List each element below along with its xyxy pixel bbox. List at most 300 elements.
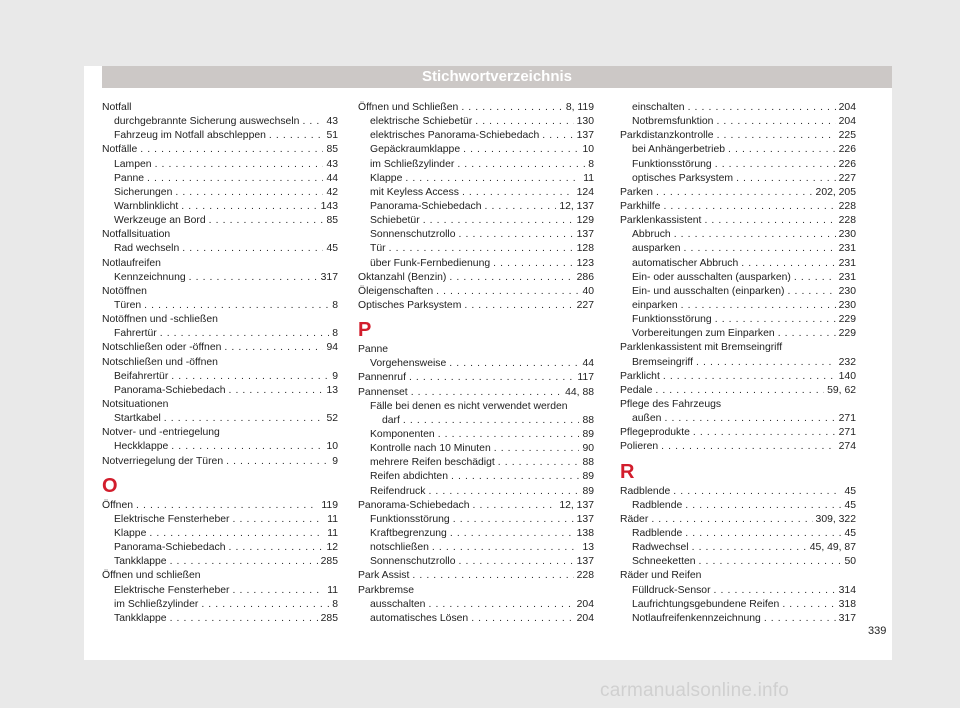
entry-page-ref: 45	[844, 499, 856, 511]
entry-term: Sonnenschutzrollo	[370, 556, 456, 568]
entry-page-ref: 117	[577, 372, 594, 384]
dot-leader	[663, 200, 835, 214]
entry-term: Laufrichtungsgebundene Reifen	[632, 598, 780, 610]
watermark-text: carmanualsonline.info	[600, 680, 790, 701]
dot-leader	[175, 186, 323, 200]
entry-page-ref: 89	[582, 428, 594, 440]
entry-page-ref: 13	[326, 384, 338, 396]
entry-term: Bremseingriff	[632, 356, 694, 368]
index-subentry	[620, 228, 856, 242]
index-subentry	[358, 527, 594, 541]
index-entry	[102, 426, 338, 440]
dot-leader	[412, 569, 573, 583]
entry-page-ref: 43	[326, 116, 338, 128]
dot-leader	[778, 327, 836, 341]
index-subentry	[358, 242, 594, 256]
dot-leader	[269, 129, 324, 143]
dot-leader	[673, 485, 841, 499]
entry-page-ref: 204	[838, 102, 856, 113]
entry-term: Notschließen oder -öffnen	[102, 342, 222, 354]
entry-term: Elektrische Fensterheber	[114, 513, 230, 525]
entry-page-ref: 228	[838, 215, 856, 227]
dot-leader	[664, 412, 835, 426]
index-entry	[620, 341, 856, 355]
dot-leader	[693, 426, 836, 440]
index-subentry	[358, 442, 594, 456]
entry-term: Parkdistanzkontrolle	[620, 130, 714, 142]
index-entry	[620, 370, 856, 384]
entry-term: Klappe	[114, 527, 147, 539]
dot-leader	[436, 285, 579, 299]
dot-leader	[451, 470, 579, 484]
index-subentry	[358, 541, 594, 555]
entry-term: Parkbremse	[358, 584, 415, 596]
dot-leader	[656, 186, 813, 200]
index-entry	[358, 101, 594, 115]
dot-leader	[717, 129, 836, 143]
entry-term: Sicherungen	[114, 186, 173, 198]
entry-page-ref: 143	[320, 200, 338, 212]
index-subentry	[620, 412, 856, 426]
dot-leader	[681, 299, 836, 313]
entry-page-ref: 59, 62	[827, 384, 856, 396]
entry-term: Notfallsituation	[102, 229, 171, 241]
entry-page-ref: 314	[838, 584, 856, 596]
index-subentry	[102, 541, 338, 555]
entry-term: Pannenset	[358, 386, 408, 398]
index-entry	[102, 257, 338, 271]
entry-page-ref: 8	[588, 158, 594, 170]
entry-term: Komponenten	[370, 428, 435, 440]
entry-term: Warnblinklicht	[114, 200, 179, 212]
index-subentry	[358, 470, 594, 484]
entry-page-ref: 11	[327, 513, 338, 525]
entry-page-ref: 88	[582, 414, 594, 426]
entry-term: Notlaufreifen	[102, 257, 161, 269]
entry-term: Kraftbegrenzung	[370, 527, 447, 539]
entry-term: elektrische Schiebetür	[370, 116, 473, 128]
entry-term: Öffnen und Schließen	[358, 102, 459, 113]
index-entry	[358, 271, 594, 285]
entry-term: Notsituationen	[102, 398, 169, 410]
entry-page-ref: 231	[838, 271, 856, 283]
entry-term: Gepäckraumklappe	[370, 144, 461, 156]
index-subentry	[358, 555, 594, 569]
dot-leader	[685, 499, 841, 513]
entry-term: Rad wechseln	[114, 243, 180, 255]
entry-term: elektrisches Panorama-Schiebedach	[370, 130, 540, 142]
index-subentry	[358, 456, 594, 470]
dot-leader	[692, 541, 807, 555]
entry-page-ref: 8, 119	[565, 102, 594, 113]
dot-leader	[661, 440, 836, 454]
dot-leader	[228, 384, 323, 398]
entry-term: Werkzeuge an Bord	[114, 215, 206, 227]
index-subentry	[102, 115, 338, 129]
entry-page-ref: 8	[332, 598, 338, 610]
section-letter: R	[620, 460, 635, 483]
entry-term: Oktanzahl (Benzin)	[358, 271, 447, 283]
entry-term: Notöffnen und -schließen	[102, 314, 218, 326]
index-subentry	[358, 612, 594, 626]
entry-page-ref: 89	[582, 485, 594, 497]
entry-page-ref: 9	[332, 455, 338, 467]
entry-term: Pflege des Fahrzeugs	[620, 398, 722, 410]
index-entry	[620, 440, 856, 454]
entry-term: Tankklappe	[114, 612, 167, 624]
entry-term: einschalten	[632, 102, 685, 113]
dot-leader	[170, 612, 318, 626]
dot-leader	[428, 598, 573, 612]
entry-page-ref: 271	[838, 427, 856, 439]
dot-leader	[449, 357, 579, 371]
dot-leader	[764, 612, 836, 626]
index-subentry	[358, 129, 594, 143]
index-entry	[102, 313, 338, 327]
entry-term: Radwechsel	[632, 542, 689, 554]
dot-leader	[201, 598, 329, 612]
entry-term: Tankklappe	[114, 556, 167, 568]
index-subentry	[102, 513, 338, 527]
entry-page-ref: 204	[576, 598, 594, 610]
entry-term: Öffnen	[102, 499, 134, 511]
page-number: 339	[868, 625, 887, 637]
dot-leader	[655, 384, 824, 398]
dot-leader	[140, 143, 323, 157]
entry-page-ref: 45	[844, 485, 856, 497]
entry-page-ref: 140	[838, 370, 856, 382]
index-subentry	[620, 242, 856, 256]
section-letter: P	[358, 319, 372, 342]
entry-page-ref: 85	[326, 144, 338, 156]
dot-leader	[228, 541, 323, 555]
entry-page-ref: 202, 205	[815, 186, 856, 198]
index-entry	[620, 513, 856, 527]
entry-term: Optisches Parksystem	[358, 299, 462, 311]
index-entry	[102, 356, 338, 370]
index-entry	[102, 455, 338, 469]
entry-term: Pedale	[620, 384, 653, 396]
index-entry	[620, 129, 856, 143]
dot-leader	[715, 313, 836, 327]
dot-leader	[428, 485, 579, 499]
entry-term: Radblende	[620, 485, 671, 497]
index-subentry	[102, 527, 338, 541]
entry-term: über Funk-Fernbedienung	[370, 257, 491, 269]
entry-page-ref: 274	[838, 441, 856, 453]
index-entry	[358, 299, 594, 313]
entry-term: Pflegeprodukte	[620, 427, 690, 439]
index-subentry	[620, 541, 856, 555]
entry-page-ref: 229	[838, 328, 856, 340]
index-entry	[620, 200, 856, 214]
entry-term: Fahrzeug im Notfall abschleppen	[114, 130, 266, 142]
entry-term: Notfall	[102, 102, 132, 113]
entry-term: Notöffnen	[102, 285, 147, 297]
index-subentry	[358, 200, 594, 214]
index-subentry	[620, 612, 856, 626]
entry-page-ref: 12, 137	[559, 499, 594, 511]
index-subentry	[620, 158, 856, 172]
index-entry	[620, 186, 856, 200]
index-entry	[620, 426, 856, 440]
index-subentry	[620, 285, 856, 299]
index-subentry	[620, 299, 856, 313]
index-entry	[358, 499, 594, 513]
dot-leader	[736, 172, 836, 186]
dot-leader	[475, 115, 573, 129]
entry-term: bei Anhängerbetrieb	[632, 144, 726, 156]
index-subentry	[358, 143, 594, 157]
index-subentry	[358, 172, 594, 186]
dot-leader	[714, 584, 836, 598]
dot-leader	[498, 456, 580, 470]
entry-page-ref: 45	[844, 527, 856, 539]
index-subentry	[102, 370, 338, 384]
entry-term: Reifendruck	[370, 485, 426, 497]
entry-page-ref: 119	[321, 499, 338, 511]
entry-term: Funktionsstörung	[370, 513, 450, 525]
index-entry	[620, 214, 856, 228]
entry-page-ref: 137	[576, 229, 594, 241]
entry-term: Panorama-Schiebedach	[358, 499, 470, 511]
entry-page-ref: 94	[326, 342, 338, 354]
dot-leader	[494, 442, 580, 456]
dot-leader	[453, 513, 574, 527]
entry-page-ref: 51	[326, 130, 338, 142]
index-subentry	[620, 598, 856, 612]
dot-leader	[209, 214, 324, 228]
dot-leader	[484, 200, 556, 214]
entry-term: Startkabel	[114, 413, 161, 425]
dot-leader	[450, 527, 574, 541]
index-subentry	[102, 129, 338, 143]
entry-term: Notbremsfunktion	[632, 116, 714, 128]
entry-term: Schiebetür	[370, 215, 420, 227]
index-subentry	[102, 186, 338, 200]
dot-leader	[170, 555, 318, 569]
entry-term: Parklicht	[620, 370, 660, 382]
index-subentry	[102, 440, 338, 454]
dot-leader	[794, 271, 836, 285]
entry-page-ref: 226	[838, 158, 856, 170]
dot-leader	[160, 327, 329, 341]
index-subentry	[620, 313, 856, 327]
entry-term: Radblende	[632, 527, 683, 539]
entry-term: Räder und Reifen	[620, 570, 702, 582]
index-entry	[102, 341, 338, 355]
index-subentry	[358, 115, 594, 129]
dot-leader	[651, 513, 812, 527]
index-subentry	[620, 257, 856, 271]
dot-leader	[226, 455, 329, 469]
dot-leader	[171, 370, 329, 384]
dot-leader	[302, 115, 323, 129]
dot-leader	[233, 513, 325, 527]
index-subentry	[102, 384, 338, 398]
dot-leader	[423, 214, 574, 228]
entry-term: Notlaufreifenkennzeichnung	[632, 612, 761, 624]
entry-page-ref: 11	[327, 527, 338, 539]
entry-term: durchgebrannte Sicherung auswechseln	[114, 116, 300, 128]
dot-leader	[403, 414, 580, 428]
entry-page-ref: 228	[838, 200, 856, 212]
index-entry	[102, 499, 338, 513]
entry-term: automatisches Lösen	[370, 612, 469, 624]
index-subentry	[102, 327, 338, 341]
entry-page-ref: 89	[582, 471, 594, 483]
entry-term: Panorama-Schiebedach	[114, 542, 226, 554]
entry-page-ref: 12, 137	[559, 200, 594, 212]
index-column-1	[102, 101, 338, 626]
entry-term: Abbruch	[632, 229, 671, 241]
section-letter: O	[102, 474, 118, 497]
entry-page-ref: 317	[838, 612, 856, 624]
index-subentry	[102, 271, 338, 285]
entry-page-ref: 230	[838, 229, 856, 241]
entry-term: im Schließzylinder	[114, 598, 199, 610]
entry-page-ref: 9	[332, 370, 338, 382]
dot-leader	[224, 341, 323, 355]
index-subentry	[358, 513, 594, 527]
index-entry	[102, 285, 338, 299]
entry-term: Türen	[114, 299, 142, 311]
dot-leader	[461, 101, 563, 115]
entry-term: Kontrolle nach 10 Minuten	[370, 443, 491, 455]
index-subentry	[102, 299, 338, 313]
entry-page-ref: 10	[326, 441, 338, 453]
entry-page-ref: 128	[576, 243, 594, 255]
entry-page-ref: 50	[844, 556, 856, 568]
dot-leader	[409, 371, 574, 385]
index-subentry	[358, 428, 594, 442]
entry-page-ref: 138	[576, 527, 594, 539]
entry-term: Öffnen und schließen	[102, 570, 201, 582]
index-subentry	[620, 356, 856, 370]
entry-page-ref: 124	[576, 186, 594, 198]
dot-leader	[704, 214, 835, 228]
dot-leader	[716, 115, 835, 129]
entry-page-ref: 228	[576, 570, 594, 582]
entry-term: Panne	[358, 344, 389, 356]
index-subentry	[620, 143, 856, 157]
entry-page-ref: 204	[576, 612, 594, 624]
entry-term: Vorgehensweise	[370, 358, 447, 370]
dot-leader	[233, 584, 325, 598]
index-subentry	[620, 101, 856, 115]
entry-page-ref: 123	[576, 257, 594, 269]
index-subentry	[358, 400, 594, 414]
entry-term: Lampen	[114, 158, 152, 170]
entry-page-ref: 226	[838, 144, 856, 156]
entry-page-ref: 286	[576, 271, 594, 283]
dot-leader	[136, 499, 318, 513]
dot-leader	[663, 370, 836, 384]
entry-term: Parklenkassistent	[620, 215, 702, 227]
page-header-title: Stichwortverzeichnis	[102, 66, 892, 88]
entry-page-ref: 137	[576, 130, 594, 142]
entry-term: optisches Parksystem	[632, 172, 734, 184]
index-subentry	[102, 612, 338, 626]
dot-leader	[171, 440, 323, 454]
index-entry	[358, 371, 594, 385]
entry-term: Funktionsstörung	[632, 314, 712, 326]
entry-page-ref: 129	[576, 215, 594, 227]
entry-term: Sonnenschutzrollo	[370, 229, 456, 241]
dot-leader	[674, 228, 836, 242]
entry-page-ref: 85	[326, 215, 338, 227]
dot-leader	[782, 598, 835, 612]
dot-leader	[462, 186, 574, 200]
index-subentry	[102, 200, 338, 214]
entry-term: Notverriegelung der Türen	[102, 455, 224, 467]
entry-term: Öleigenschaften	[358, 285, 434, 297]
dot-leader	[144, 299, 329, 313]
index-entry	[620, 569, 856, 583]
dot-leader	[155, 158, 324, 172]
entry-page-ref: 230	[838, 299, 856, 311]
entry-page-ref: 44	[326, 172, 338, 184]
dot-leader	[149, 527, 324, 541]
dot-leader	[699, 555, 842, 569]
entry-page-ref: 285	[320, 556, 338, 568]
index-column-2	[358, 101, 594, 626]
index-entry	[620, 398, 856, 412]
entry-term: Fahrertür	[114, 328, 157, 340]
dot-leader	[464, 299, 573, 313]
entry-page-ref: 44, 88	[565, 386, 594, 398]
dot-leader	[542, 129, 573, 143]
entry-term: Fülldruck-Sensor	[632, 584, 711, 596]
index-subentry	[102, 584, 338, 598]
entry-term: Beifahrertür	[114, 370, 169, 382]
index-subentry	[620, 499, 856, 513]
index-subentry	[358, 414, 594, 428]
entry-term: Panorama-Schiebedach	[370, 200, 482, 212]
entry-page-ref: 45	[326, 243, 338, 255]
dot-leader	[463, 143, 579, 157]
dot-leader	[432, 541, 580, 555]
entry-page-ref: 8	[332, 299, 338, 311]
entry-page-ref: 44	[582, 358, 594, 370]
entry-page-ref: 43	[326, 158, 338, 170]
entry-page-ref: 12	[326, 542, 338, 554]
index-subentry	[102, 172, 338, 186]
entry-term: notschließen	[370, 542, 429, 554]
dot-leader	[685, 527, 841, 541]
index-entry	[102, 228, 338, 242]
entry-page-ref: 230	[838, 285, 856, 297]
entry-page-ref: 317	[320, 271, 338, 283]
index-subentry	[620, 271, 856, 285]
entry-page-ref: 285	[320, 612, 338, 624]
dot-leader	[405, 172, 580, 186]
dot-leader	[788, 285, 836, 299]
entry-term: Ein- und ausschalten (einparken)	[632, 285, 785, 297]
dot-leader	[449, 271, 573, 285]
index-subentry	[358, 598, 594, 612]
entry-term: Vorbereitungen zum Einparken	[632, 328, 775, 340]
index-subentry	[358, 357, 594, 371]
dot-leader	[459, 228, 574, 242]
entry-term: Panorama-Schiebedach	[114, 384, 226, 396]
index-entry	[358, 584, 594, 598]
entry-page-ref: 11	[327, 584, 338, 596]
entry-term: Polieren	[620, 441, 659, 453]
index-entry	[620, 384, 856, 398]
entry-term: einparken	[632, 299, 678, 311]
index-subentry	[102, 555, 338, 569]
